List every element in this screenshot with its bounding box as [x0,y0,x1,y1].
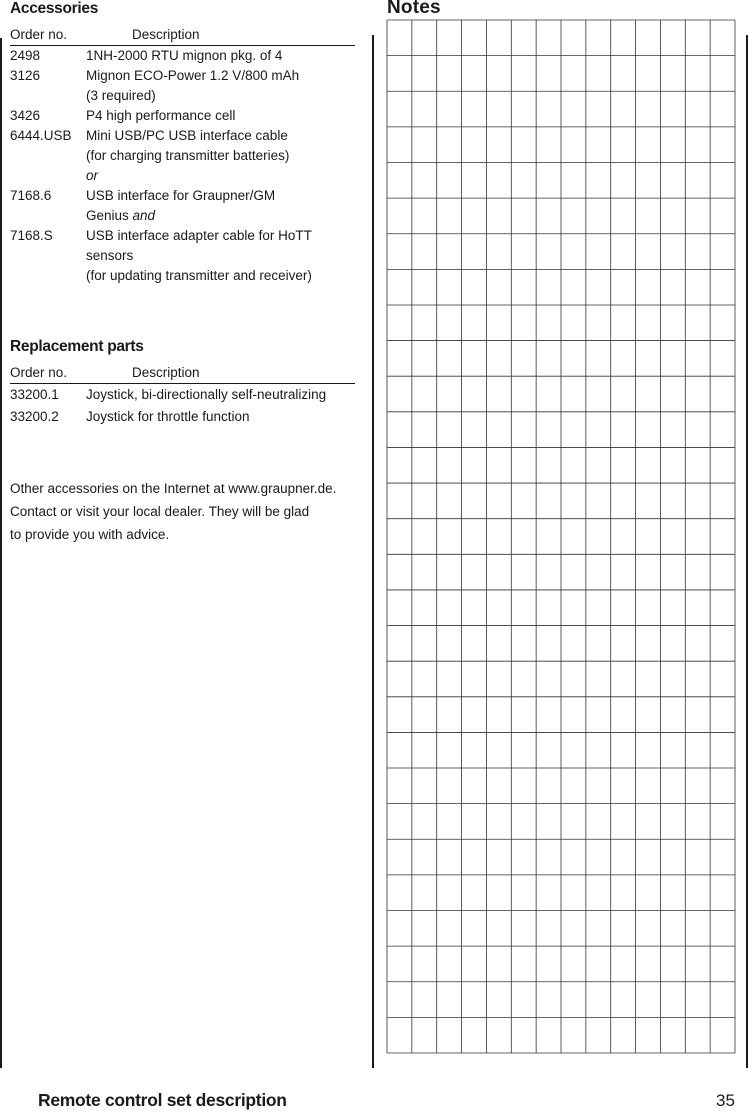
page-number: 35 [716,1091,735,1110]
item-description: USB interface adapter cable for HoTT sensors (for updating transmitter and receiver) [86,228,312,283]
order-no-header: Order no. [10,27,68,42]
item-description: 1NH-2000 RTU mignon pkg. of 4 [86,48,283,63]
order-number: 6444.USB [10,128,72,143]
order-number: 2498 [10,48,41,63]
other-accessories-note: Other accessories on the Internet at www.graupner.de. Contact or visit your local dealer. They will be glad to provide you with advice. [10,481,337,542]
or-conjunction: or [86,168,99,183]
order-number: 33200.2 [10,409,59,424]
and-conjunction: and [132,208,156,223]
description-header: Description [132,365,200,380]
replacement-title: Replacement parts [10,338,144,355]
order-number: 3426 [10,108,41,123]
order-number: 7168.6 [10,188,52,203]
item-description: Mignon ECO-Power 1.2 V/800 mAh (3 required) [86,68,300,103]
item-description: USB interface for Graupner/GM Genius and [86,188,276,223]
item-description: P4 high performance cell [86,108,236,123]
item-description: Joystick for throttle function [86,409,250,424]
item-description: Mini USB/PC USB interface cable (for charging transmitter batteries) or [86,126,355,186]
order-number: 33200.1 [10,387,59,402]
notes-title: Notes [387,0,441,18]
accessories-title: Accessories [10,0,99,17]
order-number: 7168.S [10,228,53,243]
order-number: 3126 [10,68,41,83]
footer-title: Remote control set description [38,1090,287,1110]
description-header: Description [132,27,200,42]
order-no-header: Order no. [10,365,68,380]
item-description: Joystick, bi-directionally self-neutralizing [86,387,327,402]
